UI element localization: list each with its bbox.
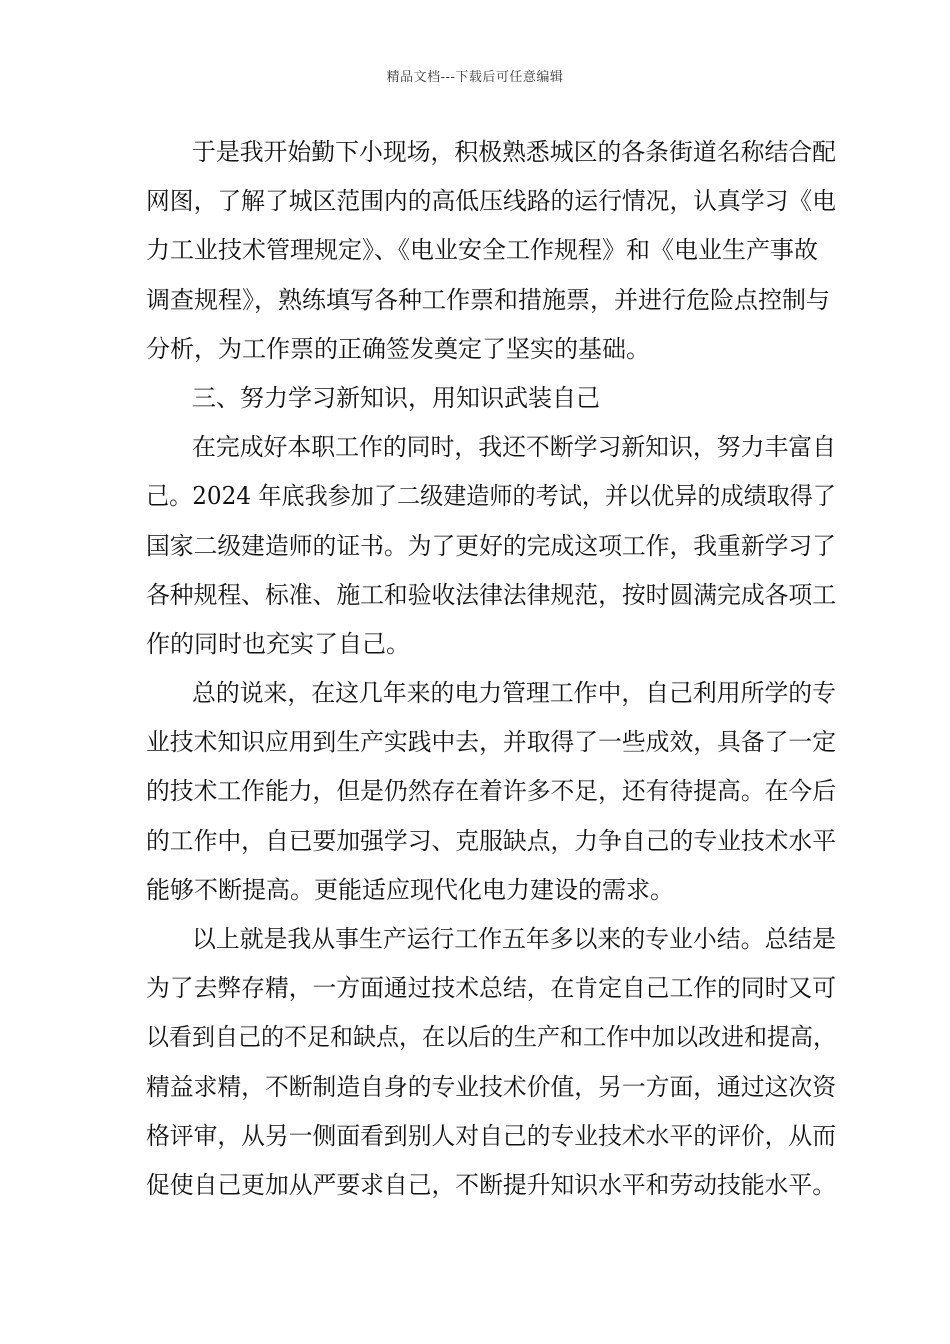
text-line: 三、努力学习新知识，用知识武装自己 <box>192 383 600 412</box>
text-line: 促使自己更加从严要求自己，不断提升知识水平和劳动技能水平。 <box>146 1170 836 1199</box>
text-line: 网图，了解了城区范围内的高低压线路的运行情况，认真学习《电 <box>146 187 836 216</box>
document-body <box>146 128 836 1210</box>
text-line: 以上就是我从事生产运行工作五年多以来的专业小结。总结是 <box>192 925 836 953</box>
text-line: 调查规程》，熟练填写各种工作票和措施票，并进行危险点控制与 <box>146 285 830 314</box>
text-line: 精益求精，不断制造自身的专业技术价值，另一方面，通过这次资 <box>146 1072 836 1101</box>
text-line: 以看到自己的不足和缺点，在以后的生产和工作中加以改进和提高， <box>146 1023 836 1052</box>
text-line: 力工业技术管理规定》、《电业安全工作规程》和《电业生产事故 <box>146 236 818 265</box>
text-line: 己。2024 年底我参加了二级建造师的考试，并以优异的成绩取得了 <box>146 482 836 511</box>
text-line: 作的同时也充实了自己。 <box>146 629 410 658</box>
text-line: 的技术工作能力，但是仍然存在着许多不足，还有待提高。在今后 <box>146 777 836 806</box>
text-line: 格评审，从另一侧面看到别人对自己的专业技术水平的评价，从而 <box>146 1121 836 1150</box>
text-line: 总的说来，在这几年来的电力管理工作中，自己利用所学的专 <box>192 679 836 708</box>
text-line: 业技术知识应用到生产实践中去，并取得了一些成效，具备了一定 <box>146 728 836 757</box>
text-line: 为了去弊存精，一方面通过技术总结，在肯定自己工作的同时又可 <box>146 974 836 1003</box>
text-line: 分析，为工作票的正确签发奠定了坚实的基础。 <box>146 334 650 363</box>
text-line: 的工作中，自已要加强学习、克服缺点，力争自己的专业技术水平 <box>146 826 836 855</box>
page-header: 精品文档---下载后可任意编辑 <box>386 70 564 85</box>
text-line: 国家二级建造师的证书。为了更好的完成这项工作，我重新学习了 <box>146 531 836 560</box>
text-line: 能够不断提高。更能适应现代化电力建设的需求。 <box>146 875 674 904</box>
text-line: 于是我开始勤下小现场，积极熟悉城区的各条街道名称结合配 <box>192 138 836 166</box>
text-line: 各种规程、标准、施工和验收法律法律规范，按时圆满完成各项工 <box>146 580 836 609</box>
text-line: 在完成好本职工作的同时，我还不断学习新知识，努力丰富自 <box>192 433 836 462</box>
